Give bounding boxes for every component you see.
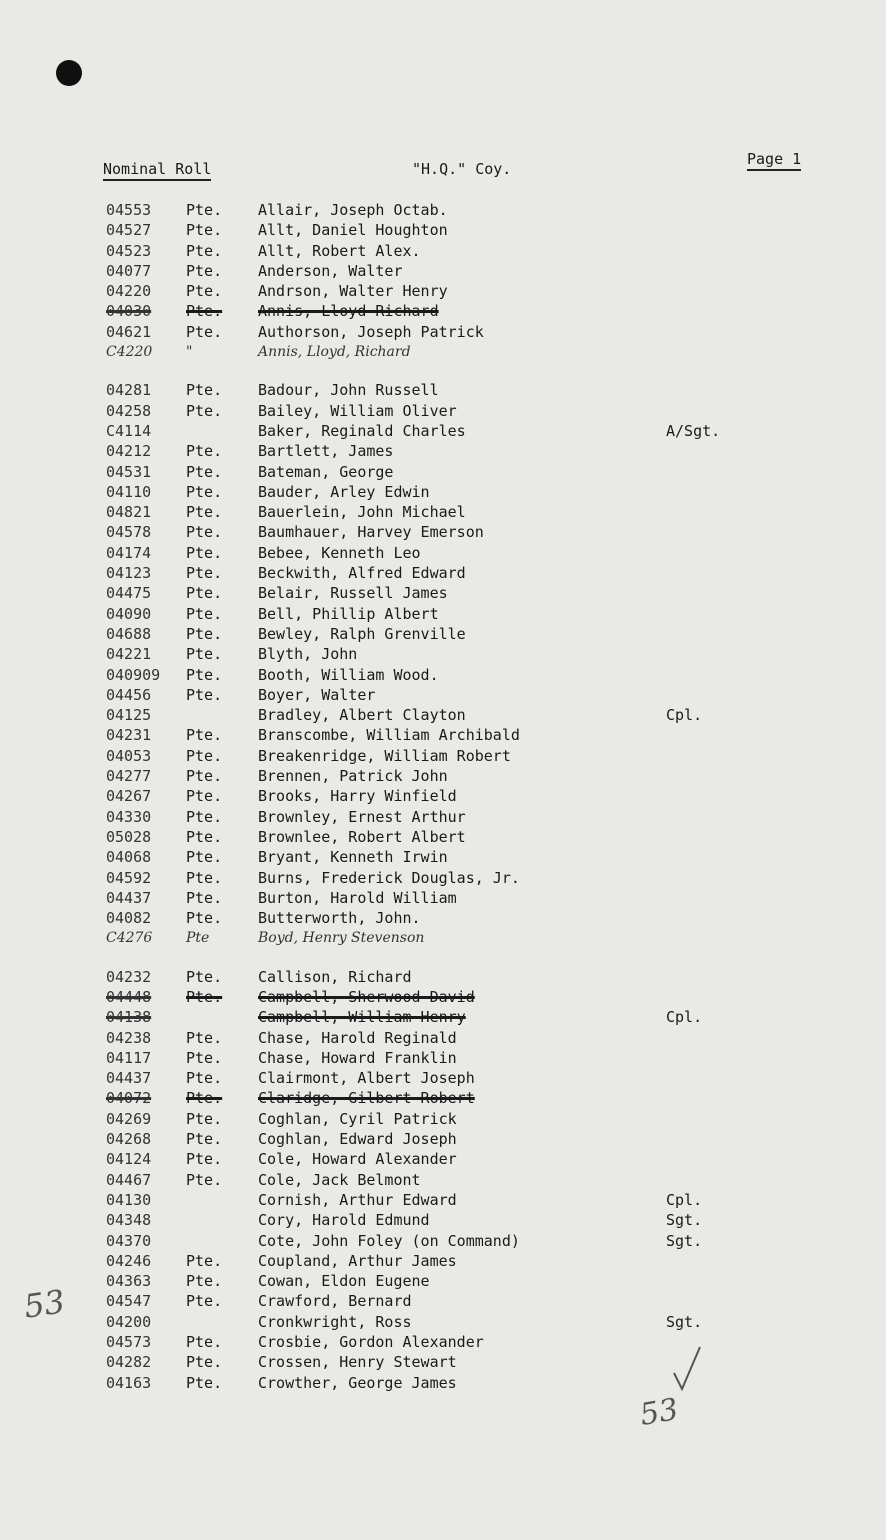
rank: Pte. <box>186 1069 223 1088</box>
service-number: 04030 <box>106 302 152 321</box>
rank: Pte. <box>186 282 223 301</box>
roll-entry <box>106 261 846 281</box>
soldier-name: Bell, Phillip Albert <box>258 604 439 623</box>
service-number: 04053 <box>106 746 152 765</box>
soldier-name: Bauerlein, John Michael <box>258 503 466 522</box>
soldier-name: Allair, Joseph Octab. <box>258 201 448 219</box>
rank: Pte. <box>186 1333 223 1352</box>
rank: Pte. <box>186 645 223 664</box>
rank: Pte. <box>186 322 223 341</box>
roll-entry <box>106 786 846 806</box>
roll-entry <box>106 1048 846 1068</box>
soldier-name: Allt, Robert Alex. <box>258 241 421 260</box>
service-number: 04456 <box>106 685 152 704</box>
roll-entry <box>106 1129 846 1149</box>
rank: Pte. <box>186 909 223 928</box>
roll-entry <box>106 502 846 522</box>
soldier-name: Boyer, Walter <box>258 685 376 704</box>
rank: Pte. <box>186 604 223 623</box>
service-number: 04553 <box>106 201 152 219</box>
rank-note: Cpl. <box>666 1008 703 1027</box>
soldier-name: Bryant, Kenneth Irwin <box>258 848 448 867</box>
service-number: 04238 <box>106 1028 152 1047</box>
rank: Pte. <box>186 462 223 481</box>
roll-entry <box>106 200 846 220</box>
soldier-name: Bebee, Kenneth Leo <box>258 543 421 562</box>
roll-entry <box>106 604 846 624</box>
soldier-name: Cole, Howard Alexander <box>258 1150 457 1169</box>
soldier-name: Annis, Lloyd Richard <box>258 302 439 321</box>
service-number: 04269 <box>106 1109 152 1128</box>
service-number: 04277 <box>106 767 152 786</box>
rank: Pte. <box>186 564 223 583</box>
soldier-name: Brownlee, Robert Albert <box>258 827 466 846</box>
service-number: 04523 <box>106 241 152 260</box>
roll-entry <box>106 725 846 745</box>
soldier-name: Authorson, Joseph Patrick <box>258 322 484 341</box>
rank: Pte. <box>186 221 223 240</box>
soldier-name: Badour, John Russell <box>258 381 439 400</box>
roll-entry <box>106 1028 846 1048</box>
service-number: 04072 <box>106 1089 152 1108</box>
service-number: 04246 <box>106 1251 152 1270</box>
soldier-name: Crossen, Henry Stewart <box>258 1353 457 1372</box>
rank: Pte. <box>186 241 223 260</box>
soldier-name: Baker, Reginald Charles <box>258 421 466 440</box>
rank: Pte. <box>186 787 223 806</box>
rank: Pte. <box>186 1373 223 1392</box>
service-number: 04125 <box>106 706 152 725</box>
service-number: 04082 <box>106 909 152 928</box>
soldier-name: Cronkwright, Ross <box>258 1312 412 1331</box>
roll-entry <box>106 987 846 1007</box>
service-number: 04232 <box>106 967 152 986</box>
soldier-name: Claridge, Gilbert Robert <box>258 1089 475 1108</box>
roll-entry <box>106 868 846 888</box>
rank: Pte. <box>186 1028 223 1047</box>
soldier-name: Andrson, Walter Henry <box>258 282 448 301</box>
soldier-name: Crowther, George James <box>258 1373 457 1392</box>
soldier-name: Booth, William Wood. <box>258 665 439 684</box>
punch-hole <box>56 60 82 86</box>
soldier-name: Boyd, Henry Stevenson <box>258 930 425 947</box>
soldier-name: Brooks, Harry Winfield <box>258 787 457 806</box>
soldier-name: Belair, Russell James <box>258 584 448 603</box>
soldier-name: Baumhauer, Harvey Emerson <box>258 523 484 542</box>
roll-entry <box>106 1149 846 1169</box>
roll-entry <box>106 543 846 563</box>
service-number: 04231 <box>106 726 152 745</box>
soldier-name: Clairmont, Albert Joseph <box>258 1069 475 1088</box>
service-number: 04437 <box>106 1069 152 1088</box>
rank: Pte. <box>186 624 223 643</box>
company-label: "H.Q." Coy. <box>412 160 512 178</box>
service-number: 04282 <box>106 1353 152 1372</box>
rank: " <box>186 344 193 361</box>
service-number: 04130 <box>106 1190 152 1209</box>
soldier-name: Coghlan, Cyril Patrick <box>258 1109 457 1128</box>
roll-entry <box>106 1251 846 1271</box>
rank: Pte. <box>186 381 223 400</box>
service-number: 04348 <box>106 1211 152 1230</box>
rank: Pte. <box>186 1251 223 1270</box>
rank: Pte. <box>186 401 223 420</box>
soldier-name: Bewley, Ralph Grenville <box>258 624 466 643</box>
rank: Pte. <box>186 503 223 522</box>
service-number: 04330 <box>106 807 152 826</box>
soldier-name: Cowan, Eldon Eugene <box>258 1272 430 1291</box>
soldier-name: Breakenridge, William Robert <box>258 746 511 765</box>
roll-entry <box>106 1291 846 1311</box>
service-number: 04267 <box>106 787 152 806</box>
soldier-name: Cole, Jack Belmont <box>258 1170 421 1189</box>
service-number: 04592 <box>106 868 152 887</box>
service-number: 04212 <box>106 442 152 461</box>
roll-entry <box>106 380 846 400</box>
roll-entry <box>106 583 846 603</box>
soldier-name: Butterworth, John. <box>258 909 421 928</box>
soldier-name: Cory, Harold Edmund <box>258 1211 430 1230</box>
roll-entry <box>106 241 846 261</box>
soldier-name: Bailey, William Oliver <box>258 401 457 420</box>
service-number: 04174 <box>106 543 152 562</box>
rank: Pte. <box>186 848 223 867</box>
service-number: 04621 <box>106 322 152 341</box>
soldier-name: Annis, Lloyd, Richard <box>258 344 411 361</box>
rank: Pte. <box>186 665 223 684</box>
service-number: 04117 <box>106 1048 152 1067</box>
soldier-name: Beckwith, Alfred Edward <box>258 564 466 583</box>
rank-note: Sgt. <box>666 1231 703 1250</box>
roll-entry <box>106 563 846 583</box>
roll-entry <box>106 1271 846 1291</box>
service-number: 04268 <box>106 1130 152 1149</box>
rank: Pte. <box>186 1150 223 1169</box>
service-number: 04090 <box>106 604 152 623</box>
service-number: C4276 <box>106 930 153 947</box>
roll-entry <box>106 301 846 321</box>
soldier-name: Chase, Harold Reginald <box>258 1028 457 1047</box>
roll-entry <box>106 1332 846 1352</box>
soldier-name: Brennen, Patrick John <box>258 767 448 786</box>
service-number: 04531 <box>106 462 152 481</box>
soldier-name: Crawford, Bernard <box>258 1292 412 1311</box>
rank: Pte. <box>186 523 223 542</box>
soldier-name: Callison, Richard <box>258 967 412 986</box>
page-number: Page 1 <box>747 150 801 171</box>
service-number: 04370 <box>106 1231 152 1250</box>
rank: Pte. <box>186 584 223 603</box>
roll-entry <box>106 1088 846 1108</box>
service-number: 04163 <box>106 1373 152 1392</box>
rank: Pte. <box>186 888 223 907</box>
service-number: 04363 <box>106 1272 152 1291</box>
roll-entry <box>106 967 846 987</box>
soldier-name: Cornish, Arthur Edward <box>258 1190 457 1209</box>
rank: Pte. <box>186 767 223 786</box>
roll-entry <box>106 1170 846 1190</box>
service-number: 04123 <box>106 564 152 583</box>
soldier-name: Burns, Frederick Douglas, Jr. <box>258 868 520 887</box>
roll-entry <box>106 220 846 240</box>
rank: Pte. <box>186 482 223 501</box>
service-number: 04547 <box>106 1292 152 1311</box>
soldier-name: Crosbie, Gordon Alexander <box>258 1333 484 1352</box>
roll-entry <box>106 665 846 685</box>
roll-entry <box>106 908 846 928</box>
soldier-name: Anderson, Walter <box>258 261 403 280</box>
service-number: 04281 <box>106 381 152 400</box>
roll-entry <box>106 1352 846 1372</box>
rank-note: A/Sgt. <box>666 421 721 440</box>
service-number: 04437 <box>106 888 152 907</box>
service-number: 04688 <box>106 624 152 643</box>
roll-entry <box>106 522 846 542</box>
roll-entry <box>106 746 846 766</box>
roll-entry <box>106 1312 846 1332</box>
rank: Pte. <box>186 987 223 1006</box>
service-number: C4220 <box>106 344 153 361</box>
soldier-name: Cote, John Foley (on Command) <box>258 1231 520 1250</box>
rank: Pte. <box>186 261 223 280</box>
roll-entry <box>106 1109 846 1129</box>
roll-entry <box>106 482 846 502</box>
rank-note: Sgt. <box>666 1312 703 1331</box>
roll-entry <box>106 1373 846 1393</box>
roll-entry <box>106 827 846 847</box>
roll-entry <box>106 644 846 664</box>
service-number: 05028 <box>106 827 152 846</box>
roll-entry <box>106 401 846 421</box>
rank: Pte. <box>186 685 223 704</box>
soldier-name: Campbell, Sherwood David <box>258 987 475 1006</box>
rank: Pte. <box>186 442 223 461</box>
roll-entry <box>106 421 846 441</box>
rank: Pte. <box>186 1048 223 1067</box>
rank: Pte. <box>186 201 223 219</box>
soldier-name: Chase, Howard Franklin <box>258 1048 457 1067</box>
roll-entry <box>106 624 846 644</box>
service-number: 04077 <box>106 261 152 280</box>
roll-entry <box>106 928 846 948</box>
rank: Pte. <box>186 1109 223 1128</box>
roll-entry <box>106 766 846 786</box>
document-title: Nominal Roll <box>103 160 211 181</box>
soldier-name: Bauder, Arley Edwin <box>258 482 430 501</box>
soldier-name: Burton, Harold William <box>258 888 457 907</box>
rank-note: Cpl. <box>666 1190 703 1209</box>
roll-entry <box>106 342 846 362</box>
rank: Pte. <box>186 1170 223 1189</box>
service-number: 04448 <box>106 987 152 1006</box>
roll-entry <box>106 281 846 301</box>
service-number: 04221 <box>106 645 152 664</box>
roll-entry <box>106 462 846 482</box>
rank: Pte. <box>186 746 223 765</box>
roll-entry <box>106 807 846 827</box>
service-number: 04138 <box>106 1008 152 1027</box>
soldier-name: Branscombe, William Archibald <box>258 726 520 745</box>
rank: Pte. <box>186 302 223 321</box>
roll-section <box>106 380 846 948</box>
rank: Pte. <box>186 726 223 745</box>
service-number: 04475 <box>106 584 152 603</box>
soldier-name: Bartlett, James <box>258 442 394 461</box>
service-number: 04124 <box>106 1150 152 1169</box>
rank: Pte. <box>186 868 223 887</box>
roll-section <box>106 200 846 362</box>
soldier-name: Blyth, John <box>258 645 358 664</box>
service-number: 04821 <box>106 503 152 522</box>
roll-entry <box>106 705 846 725</box>
soldier-name: Bateman, George <box>258 462 394 481</box>
nominal-roll-list <box>106 200 846 1411</box>
service-number: 04467 <box>106 1170 152 1189</box>
rank: Pte. <box>186 967 223 986</box>
service-number: 04258 <box>106 401 152 420</box>
soldier-name: Coghlan, Edward Joseph <box>258 1130 457 1149</box>
roll-entry <box>106 441 846 461</box>
soldier-name: Coupland, Arthur James <box>258 1251 457 1270</box>
margin-annotation-bottom: 53 <box>637 1391 681 1434</box>
rank: Pte. <box>186 1272 223 1291</box>
service-number: 04220 <box>106 282 152 301</box>
rank: Pte. <box>186 543 223 562</box>
roll-entry <box>106 685 846 705</box>
rank: Pte. <box>186 1130 223 1149</box>
soldier-name: Bradley, Albert Clayton <box>258 706 466 725</box>
roll-entry <box>106 1231 846 1251</box>
service-number: 04200 <box>106 1312 152 1331</box>
margin-annotation-left: 53 <box>21 1282 68 1326</box>
rank: Pte. <box>186 1353 223 1372</box>
roll-entry <box>106 888 846 908</box>
rank-note: Sgt. <box>666 1211 703 1230</box>
service-number: C4114 <box>106 421 152 440</box>
service-number: 04068 <box>106 848 152 867</box>
roll-entry <box>106 1068 846 1088</box>
rank: Pte. <box>186 827 223 846</box>
rank-note: Cpl. <box>666 706 703 725</box>
rank: Pte. <box>186 807 223 826</box>
rank: Pte. <box>186 1089 223 1108</box>
service-number: 04110 <box>106 482 152 501</box>
roll-entry <box>106 847 846 867</box>
soldier-name: Brownley, Ernest Arthur <box>258 807 466 826</box>
rank: Pte. <box>186 1292 223 1311</box>
rank: Pte <box>186 930 210 947</box>
roll-entry <box>106 1007 846 1027</box>
roll-section <box>106 967 846 1393</box>
service-number: 040909 <box>106 665 161 684</box>
service-number: 04578 <box>106 523 152 542</box>
roll-entry <box>106 1190 846 1210</box>
check-mark-icon <box>672 1345 702 1393</box>
soldier-name: Campbell, William Henry <box>258 1008 466 1027</box>
soldier-name: Allt, Daniel Houghton <box>258 221 448 240</box>
service-number: 04573 <box>106 1333 152 1352</box>
service-number: 04527 <box>106 221 152 240</box>
roll-entry <box>106 1210 846 1230</box>
roll-entry <box>106 322 846 342</box>
